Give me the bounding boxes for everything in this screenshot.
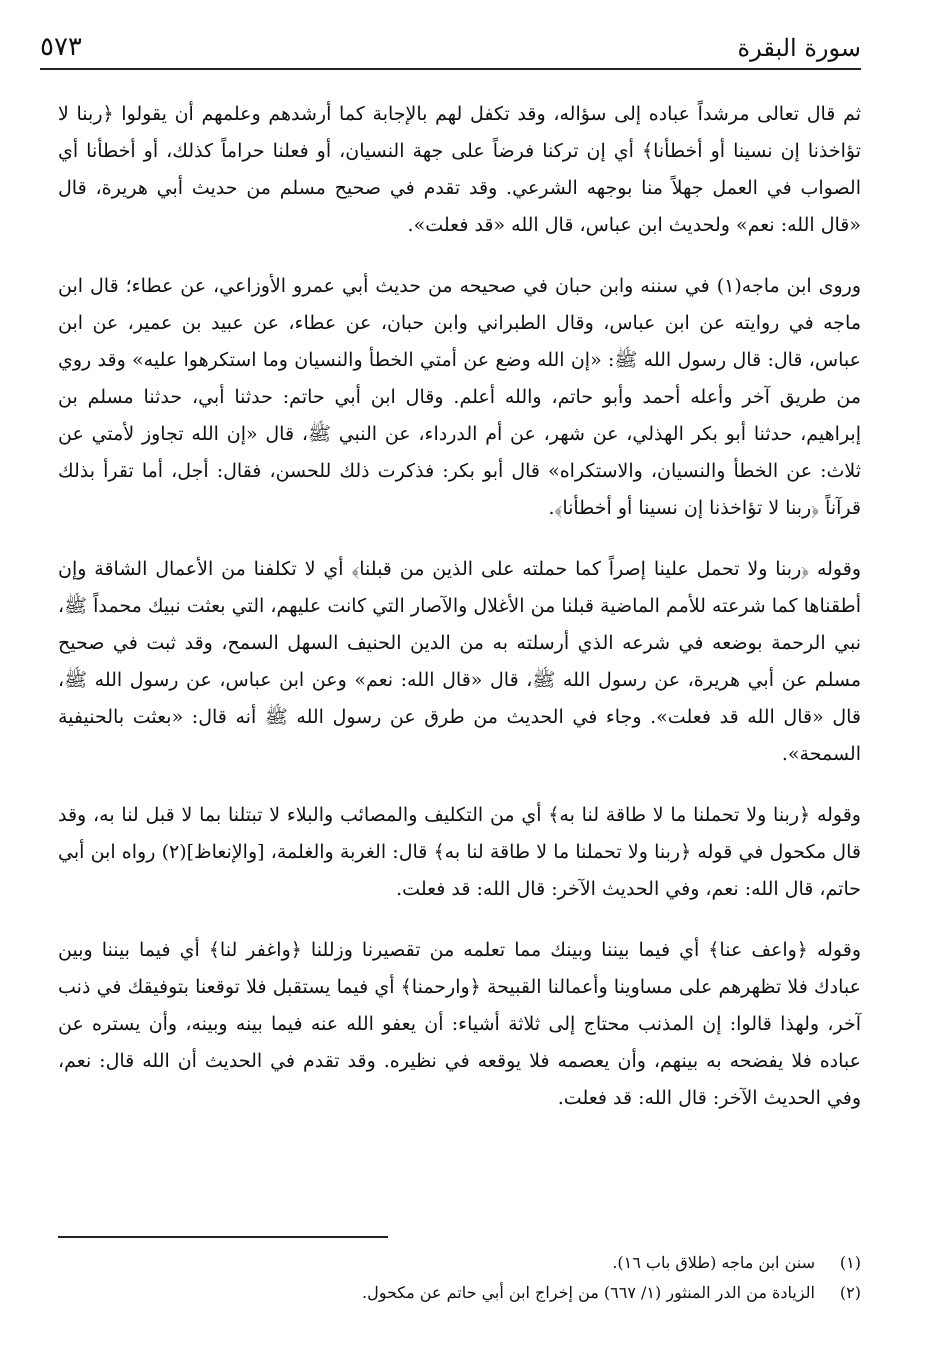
footnote-text: الزيادة من الدر المنثور (١/ ٦٦٧) من إخراج ابن أبي حاتم عن مكحول. [362, 1283, 815, 1302]
footnote-divider [58, 1236, 388, 1238]
paragraph-text: وقوله ﴿واعف عنا﴾ أي فيما بيننا وبينك مما تعلمه من تقصيرنا وزللنا ﴿واغفر لنا﴾ أي فيما بيننا وبين عبادك فلا تظهرهم على مساوينا وأعمالنا القبيحة ﴿وارحمنا﴾ أي فيما يستقبل فلا توقعنا بتوفيقك في ذنب آخر، ولهذا قالوا: إن المذنب محتاج إلى ثلاثة أشياء: أن يعفو الله عنه فيما بينه وبينه، وأن يستره عن عباده فلا يفضحه به بينهم، وأن يعصمه فلا يوقعه في نظيره. وقد تقدم في الحديث أن الله قال: نعم، وفي الحديث الآخر: قال الله: قد فعلت. [58, 939, 861, 1109]
footnote-2 [58, 1278, 861, 1308]
footnote-number: (١) [839, 1253, 861, 1272]
paragraph-1 [58, 96, 861, 244]
paragraph-5 [58, 932, 861, 1117]
paragraph-text: وقوله ﴿ربنا ولا تحملنا ما لا طاقة لنا به﴾ أي من التكليف والمصائب والبلاء لا تبتلنا بما لا قبل لنا به، وقد قال مكحول في قوله ﴿ربنا ولا تحملنا ما لا طاقة لنا به﴾ قال: الغربة والغلمة، [والإنعاظ](٢) رواه ابن أبي حاتم، قال الله: نعم، وفي الحديث الآخر: قال الله: قد فعلت. [58, 804, 861, 900]
paragraph-4 [58, 797, 861, 908]
footnote-number: (٢) [839, 1283, 861, 1302]
paragraph-3 [58, 551, 861, 773]
footnote-1 [58, 1248, 861, 1278]
paragraph-text: ثم قال تعالى مرشداً عباده إلى سؤاله، وقد تكفل لهم بالإجابة كما أرشدهم وعلمهم أن يقولوا ﴿ربنا لا تؤاخذنا إن نسينا أو أخطأنا﴾ أي إن تركنا فرضاً على جهة النسيان، أو فعلنا حراماً كذلك، أو أخطأنا أي الصواب في العمل جهلاً منا بوجهه الشرعي. وقد تقدم في صحيح مسلم من حديث أبي هريرة، قال «قال الله: نعم» ولحديث ابن عباس، قال الله «قد فعلت». [58, 103, 861, 236]
paragraph-text: وقوله ﴿ربنا ولا تحمل علينا إصراً كما حملته على الذين من قبلنا﴾ أي لا تكلفنا من الأعمال الشاقة وإن أطقناها كما شرعته للأمم الماضية قبلنا من الأغلال والآصار التي كانت عليهم، التي بعثت نبيك محمداً ﷺ، نبي الرحمة بوضعه في شرعه الذي أرسلته به من الدين الحنيف السهل السمح، وقد ثبت في صحيح مسلم عن أبي هريرة، عن رسول الله ﷺ، قال «قال الله: نعم» وعن ابن عباس، عن رسول الله ﷺ، قال «قال الله قد فعلت». وجاء في الحديث من طرق عن رسول الله ﷺ أنه قال: «بعثت بالحنيفية السمحة». [58, 558, 861, 765]
main-text [58, 96, 861, 1141]
footnotes [58, 1248, 861, 1308]
page-number: ٥٧٣ [40, 32, 82, 62]
paragraph-text: وروى ابن ماجه(١) في سننه وابن حبان في صحيحه من حديث أبي عمرو الأوزاعي، عن عطاء؛ قال ابن ماجه في روايته عن ابن عباس، وقال الطبراني وابن حبان، عن عطاء، عن عبيد بن عمير، عن ابن عباس، قال: قال رسول الله ﷺ: «إن الله وضع عن أمتي الخطأ والنسيان وما استكرهوا عليه» وقد روي من طريق آخر وأعله أحمد وأبو حاتم، والله أعلم. وقال ابن أبي حاتم: حدثنا أبي، حدثنا مسلم بن إبراهيم، حدثنا أبو بكر الهذلي، عن شهر، عن أم الدرداء، عن النبي ﷺ، قال «إن الله تجاوز لأمتي عن ثلاث: عن الخطأ والنسيان، والاستكراه» قال أبو بكر: فذكرت ذلك للحسن، فقال: أجل، أما تقرأ بذلك قرآناً ﴿ربنا لا تؤاخذنا إن نسينا أو أخطأنا﴾. [58, 275, 861, 519]
page-header [40, 18, 861, 70]
footnote-text: سنن ابن ماجه (طلاق باب ١٦). [612, 1253, 815, 1272]
surah-name: سورة البقرة [737, 34, 861, 62]
paragraph-2 [58, 268, 861, 527]
